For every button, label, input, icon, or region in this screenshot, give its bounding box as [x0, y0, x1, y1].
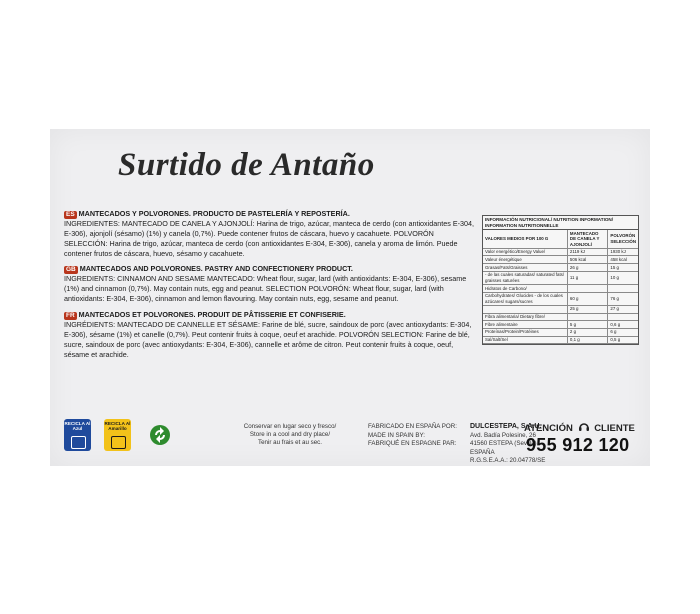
nutrition-row [483, 256, 638, 264]
company-name: DULCESTEPA, S.A.U. [470, 423, 542, 430]
storage-instructions [220, 423, 360, 447]
green-dot-icon [149, 424, 171, 446]
nutrition-cell-p: 76 g [608, 292, 638, 305]
flag-es: ES [66, 211, 75, 218]
nutrition-cell-label: Carbohydrates/ Glucides - de los cuales azúcares/ sugars/sucres [483, 292, 567, 305]
nutrition-row [483, 305, 638, 313]
nutrition-cell-p: 0,5 g [608, 336, 638, 344]
ingredients-fr: INGRÉDIENTS: MANTECADO DE CANNELLE ET SÉSAME: Farine de blé, sucre, saindoux de porc (avec antioxydants: E-304, E-306), sésame (1%) et canelle (0,7%). Peut contenir fruits à coque, oeuf et arachide. POLVORÓN SELECTION: Farine de blé, sucre, saindoux de porc (avec antioxydants: E-304, E-306), cannelle et arôme de citron. Peut contenir fruits à coque, oeuf, sésame et arachide. [64, 320, 472, 359]
nutrition-cell-p: 0,6 g [608, 321, 638, 329]
section-es [64, 209, 474, 259]
nutrition-row [483, 271, 638, 284]
nutrition-head-row [483, 230, 638, 248]
nutrition-cell-m: 0,1 g [567, 336, 607, 344]
nutrition-cell-m: 11 g [567, 271, 607, 284]
nutrition-header: INFORMACIÓN NUTRICIONAL/ NUTRITION INFORMATION/ INFORMATION NUTRITIONNELLE [483, 216, 638, 230]
nutrition-row [483, 284, 638, 292]
nutrition-row [483, 328, 638, 336]
nutrition-table [482, 215, 639, 345]
nutrition-row [483, 248, 638, 256]
nutrition-cell-label [483, 305, 567, 313]
nutrition-cell-m: 2119 kJ [567, 248, 607, 256]
nutrition-cell-p [608, 313, 638, 321]
nutrition-cell-label: Valor energético/Energy Value/ [483, 248, 567, 256]
ingredients-es: INGREDIENTES: MANTECADO DE CANELA Y AJONJOLÍ: Harina de trigo, azúcar, manteca de cerdo (con antioxidantes E-304, E-306), ajonjolí (sésamo) (1%) y canela (0,7%). Puede contener frutos de cáscara, huevo y cacahuete. POLVORÓN SELECCIÓN: Harina de trigo, azúcar, manteca de cerdo (con antioxidantes E-304, E-306), canela y aroma de limón. Puede contener frutos de cáscara, huevo, sésamo y cacahuete. [64, 219, 474, 258]
storage-es: Conservar en lugar seco y fresco/ [243, 423, 337, 430]
made-in [368, 423, 457, 449]
heading-gb: MANTECADOS AND POLVORONES. PASTRY AND CONFECTIONERY PRODUCT. [79, 264, 353, 273]
nutrition-row [483, 336, 638, 344]
made-in-fr: FABRIQUÉ EN ESPAGNE PAR: [368, 440, 457, 447]
recycle-blue-badge [64, 419, 91, 451]
cliente-text: CLIENTE [594, 423, 635, 434]
customer-service-label [524, 421, 648, 434]
headset-icon [578, 421, 590, 433]
nutrition-cell-p: 6 g [608, 328, 638, 336]
nutrition-cell-label: Hidratos de Carbono/ [483, 284, 567, 292]
nutrition-cell-m: 26 g [567, 264, 607, 272]
nutrition-cell-p: 15 g [608, 264, 638, 272]
nutrition-cell-p [608, 284, 638, 292]
nutrition-cell-p: 458 kcal [608, 256, 638, 264]
nutrition-cell-label: Fibra alimentaria/ Dietary fibre/ [483, 313, 567, 321]
recycle-bin-icon [111, 436, 126, 449]
heading-fr: MANTECADOS ET POLVORONES. PRODUIT DE PÂTISSERIE ET CONFISERIE. [78, 310, 346, 319]
recycle-yellow-label: RECICLA Al Amarillo [104, 421, 131, 431]
nutrition-col-polvoron: POLVORÓN SELECCIÓN [608, 230, 638, 248]
recycle-bin-icon [71, 436, 86, 449]
nutrition-col-mantecado: MANTECADO DE CANELA Y AJONJOLÍ [567, 230, 607, 248]
nutrition-cell-p: 1930 kJ [608, 248, 638, 256]
nutrition-row [483, 313, 638, 321]
nutrition-cell-label: Sal/Salt/Sel [483, 336, 567, 344]
company-country: ESPAÑA [470, 448, 495, 456]
made-in-es: FABRICADO EN ESPAÑA POR: [368, 423, 457, 430]
company-address2: 41560 ESTEPA (Sevilla) [470, 440, 537, 447]
nutrition-cell-p: 10 g [608, 271, 638, 284]
nutrition-col-label: VALORES MEDIOS POR 100 G [483, 230, 567, 248]
section-gb [64, 264, 474, 304]
nutrition-cell-label: Valeur énergétique [483, 256, 567, 264]
storage-en: Store in a cool and dry place/ [249, 431, 331, 438]
storage-fr: Tenir au frais et au sec. [258, 439, 322, 446]
flag-gb: GB [66, 266, 76, 273]
nutrition-cell-m [567, 313, 607, 321]
label-panel [50, 129, 650, 466]
company-rgsa: R.G.S.E.A.A.: 20.04778/SE [470, 457, 546, 464]
nutrition-cell-label: Proteínas/Protein/Protéines [483, 328, 567, 336]
nutrition-cell-p: 27 g [608, 305, 638, 313]
atencion-text: ATENCIÓN [524, 423, 573, 434]
nutrition-row [483, 321, 638, 329]
section-fr [64, 310, 474, 360]
nutrition-cell-m: 25 g [567, 305, 607, 313]
company-address1: Avd. Badía Polesine, 26 [470, 431, 536, 439]
heading-es: MANTECADOS Y POLVORONES. PRODUCTO DE PASTELERÍA Y REPOSTERÍA. [78, 209, 350, 218]
customer-phone[interactable]: 955 912 120 [526, 435, 630, 455]
nutrition-cell-m: 2 g [567, 328, 607, 336]
nutrition-cell-m [567, 284, 607, 292]
nutrition-row [483, 292, 638, 305]
nutrition-cell-label: Fibre alimentaire [483, 321, 567, 329]
nutrition-cell-label: - de las cuales saturadas/ saturated fats/ graisses saturées [483, 271, 567, 284]
nutrition-cell-m: 60 g [567, 292, 607, 305]
nutrition-cell-m: 506 kcal [567, 256, 607, 264]
made-in-en: MADE IN SPAIN BY: [368, 431, 425, 439]
recycle-blue-label: RECICLA Al Azul [64, 421, 91, 431]
nutrition-cell-label: Grasas/Fats/Graisses [483, 264, 567, 272]
nutrition-row [483, 264, 638, 272]
recycle-yellow-badge [104, 419, 131, 451]
product-title: Surtido de Antaño [118, 147, 375, 183]
flag-fr: FR [66, 312, 75, 319]
ingredients-gb: INGREDIENTS: CINNAMON AND SESAME MANTECADO: Wheat flour, sugar, lard (with antioxidants: E-304, E-306), sesame (1%) and cinnamon (0,7%). May contain nuts, egg and peanut. SELECTION POLVORÓN: Wheat flour, sugar, lard (with antioxidants: E-304, E-306), cinnamon and lemon flavouring. May contain nuts, egg, sesame and peanut. [64, 274, 467, 303]
nutrition-cell-m: 5 g [567, 321, 607, 329]
